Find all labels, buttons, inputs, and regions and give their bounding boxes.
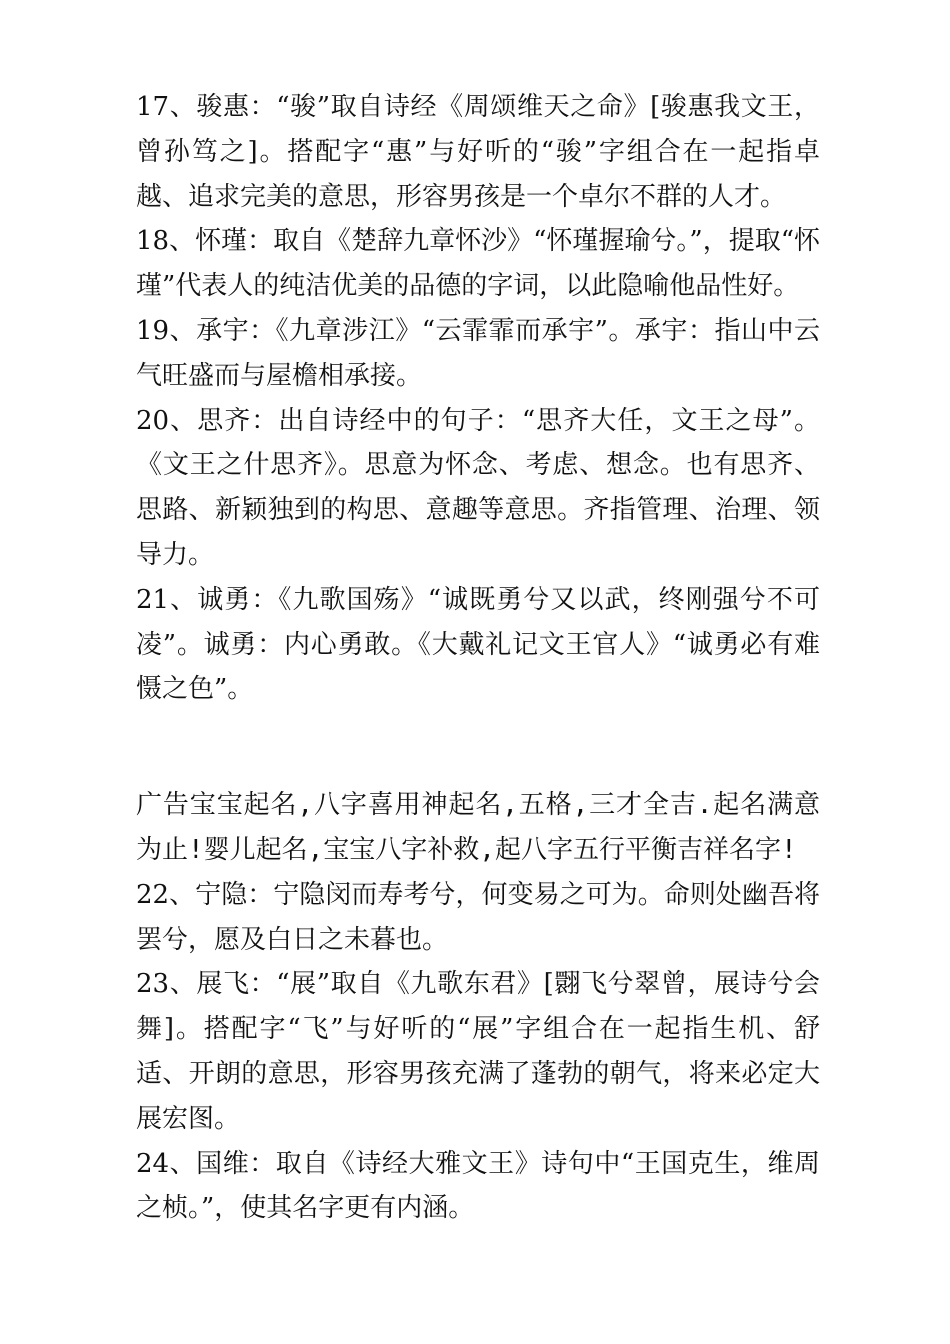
name-entry-20: 20、思齐：出自诗经中的句子：“思齐大任，文王之母”。《文王之什思齐》。思意为怀念、考虑、想念。也有思齐、思路、新颖独到的构思、意趣等意思。齐指管理、治理、领导力。 [136, 405, 820, 570]
name-entry-19: 19、承宇：《九章涉江》“云霏霏而承宇”。承宇：指山中云气旺盛而与屋檐相承接。 [136, 315, 820, 391]
name-entry-24: 24、国维：取自《诗经大雅文王》诗句中“王国克生，维周之桢。”，使其名字更有内涵。 [136, 1148, 820, 1224]
name-entry-22: 22、宁隐：宁隐闵而寿考兮，何变易之可为。命则处幽吾将罢兮，愿及白日之未暮也。 [136, 879, 820, 955]
name-entry-18: 18、怀瑾：取自《楚辞九章怀沙》“怀瑾握瑜兮。”，提取“怀瑾”代表人的纯洁优美的品德的字词，以此隐喻他品性好。 [136, 226, 820, 302]
document-page [136, 85, 820, 1231]
name-entry-21: 21、诚勇：《九歌国殇》“诚既勇兮又以武，终刚强兮不可凌”。诚勇：内心勇敢。《大戴礼记文王官人》“诚勇必有难慑之色”。 [136, 584, 820, 705]
name-entry-23: 23、展飞：“展”取自《九歌东君》[翾飞兮翠曾，展诗兮会舞]。搭配字“飞”与好听的“展”字组合在一起指生机、舒适、开朗的意思，形容男孩充满了蓬勃的朝气，将来必定大展宏图。 [136, 969, 820, 1134]
name-entry-17: 17、骏惠：“骏”取自诗经《周颂维天之命》[骏惠我文王，曾孙笃之]。搭配字“惠”与好听的“骏”字组合在一起指卓越、追求完美的意思，形容男孩是一个卓尔不群的人才。 [136, 92, 820, 212]
section-gap [136, 712, 820, 783]
advertisement-text: 广告宝宝起名,八字喜用神起名,五格,三才全吉.起名满意为止!婴儿起名,宝宝八字补救,起八字五行平衡吉祥名字! [136, 790, 820, 865]
